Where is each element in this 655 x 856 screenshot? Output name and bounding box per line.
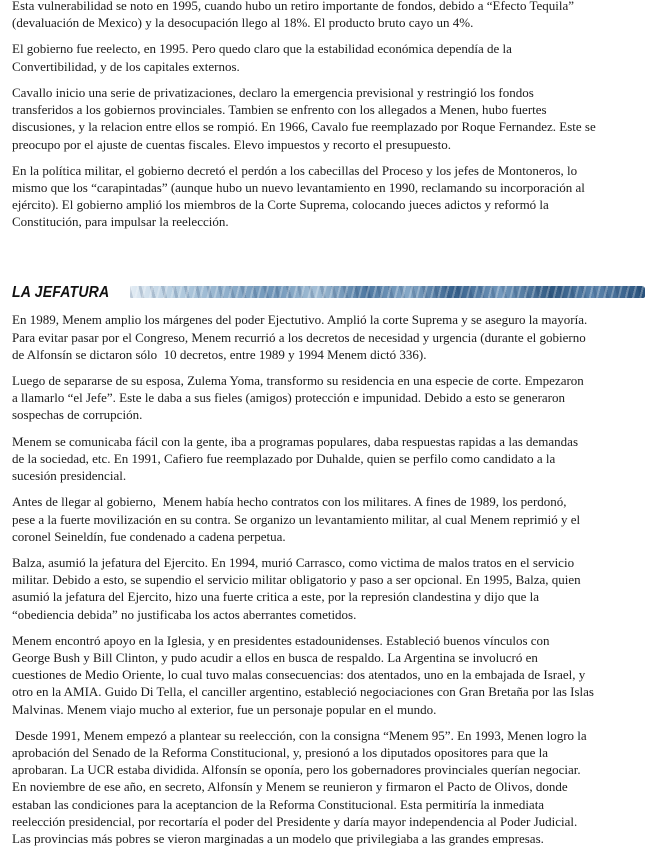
jefatura-section — [12, 311, 648, 856]
paragraph-line: transferidos a los gobiernos provinciales. Tambien se enfrento con los allegados a Menen, hubo fuertes — [12, 102, 547, 118]
paragraph-line: En noviembre de ese año, en secreto, Alfonsín y Menem se reunieron y firmaron el Pacto de Olivos, donde — [12, 779, 568, 795]
paragraph-line: asumió la jefatura del Ejercito, hizo una fuerte critica a este, por la represión clandestina y dijo que la — [12, 589, 540, 605]
paragraph-line: Constitución, para impulsar la reelección. — [12, 214, 229, 230]
paragraph-line: preocupo por el ajuste de cuentas fiscales. Elevo impuestos y recorto el presupuesto. — [12, 136, 451, 152]
paragraph-line: Desde 1991, Menem empezó a plantear su reelección, con la consigna “Menem 95”. En 1993, Menen logro la — [12, 727, 587, 743]
paragraph-line: cuestiones de Medio Oriente, lo cual tuvo malas consecuencias: dos atentados, uno en la embajada de Israel, y — [12, 667, 586, 683]
paragraph-line: Para evitar pasar por el Congreso, Menem recurrió a los decretos de necesidad y urgencia (durante el gobierno — [12, 329, 586, 345]
paragraph-line: aprobaran. La UCR estaba dividida. Alfonsín se oponía, pero los gobernadores provinciales querían negociar. — [12, 762, 581, 778]
paragraph-line: El gobierno fue reelecto, en 1995. Pero quedo claro que la estabilidad económica dependía de la — [12, 41, 512, 57]
paragraph — [12, 433, 648, 485]
decorative-banner — [130, 286, 645, 298]
paragraph-line: coronel Seineldín, fue condenado a cadena perpetua. — [12, 528, 286, 544]
paragraph-line: estaban las condiciones para la aceptancion de la Reforma Constitucional. Esta permitiría la inmediata — [12, 796, 545, 812]
paragraph-line: En la política militar, el gobierno decretó el perdón a los cabecillas del Proceso y los jefes de Montoneros, lo — [12, 162, 578, 178]
paragraph-line: Balza, asumió la jefatura del Ejercito. En 1994, murió Carrasco, como victima de malos tratos en el servicio — [12, 555, 575, 571]
paragraph-line: mismo que los “carapintadas” (aunque hubo un nuevo levantamiento en 1990, reclamando su incorporación al — [12, 179, 585, 195]
paragraph-line: Menem encontró apoyo en la Iglesia, y en presidentes estadounidenses. Estableció buenos vínculos con — [12, 632, 550, 648]
paragraph — [12, 162, 648, 231]
paragraph — [12, 84, 648, 153]
paragraph — [12, 372, 648, 424]
paragraph-line: pese a la fuerte movilización en su contra. Se organizo un levantamiento militar, al cual Menem reprimió y el — [12, 511, 581, 527]
paragraph-line: sucesión presidencial. — [12, 468, 127, 484]
paragraph-line: George Bush y Bill Clinton, y pudo acudir a ellos en busca de respaldo. La Argentina se involucró en — [12, 650, 538, 666]
paragraph-line: (devaluación de Mexico) y la desocupación llego al 18%. El producto bruto cayo un 4%. — [12, 15, 474, 31]
paragraph-line: discusiones, y la relacion entre ellos se rompió. En 1966, Cavalo fue reemplazado por Roque Fernandez. Este se — [12, 119, 596, 135]
paragraph-line: militar. Debido a esto, se supendio el servicio militar obligatorio y paso a ser opcional. En 1995, Balza, quien — [12, 572, 581, 588]
paragraph-line: ejército). El gobierno amplió los miembros de la Corte Suprema, colocando jueces adictos y reformó la — [12, 197, 549, 213]
paragraph — [12, 727, 648, 847]
paragraph-line: aprobación del Senado de la Reforma Constitucional, y, presionó a los diputados opositores para que la — [12, 745, 548, 761]
paragraph-line: Luego de separarse de su esposa, Zulema Yoma, transformo su residencia en una especie de corte. Empezaron — [12, 373, 584, 389]
paragraph — [12, 311, 648, 363]
paragraph-line: de Alfonsín se dictaron sólo 10 decretos, entre 1989 y 1994 Menem dictó 336). — [12, 346, 427, 362]
paragraph-line: Menem se comunicaba fácil con la gente, iba a programas populares, daba respuestas rapidas a las demandas — [12, 433, 579, 449]
paragraph-line: Antes de llegar al gobierno, Menem había hecho contratos con los militares. A fines de 1989, los perdonó, — [12, 494, 567, 510]
paragraph — [12, 493, 648, 545]
paragraph — [12, 554, 648, 623]
paragraph-line: Malvinas. Menem viajo mucho al exterior, fue un personaje popular en el mundo. — [12, 701, 437, 717]
paragraph-line: sospechas de corrupción. — [12, 407, 143, 423]
section-title: LA JEFATURA — [12, 284, 110, 301]
paragraph-line: “obediencia debida” no justificaba los actos aberrantes cometidos. — [12, 606, 357, 622]
paragraph-line: Convertibilidad, y de los capitales externos. — [12, 58, 240, 74]
intro-section — [12, 0, 648, 240]
paragraph-line: Esta vulnerabilidad se noto en 1995, cuando hubo un retiro importante de fondos, debido a “Efecto Tequila” — [12, 0, 575, 13]
section-heading — [12, 284, 648, 302]
paragraph-line: a llamarlo “el Jefe”. Este le daba a sus fieles (amigos) protección e impunidad. Debido a esto se generaron — [12, 390, 566, 406]
paragraph-line: de la sociedad, etc. En 1991, Cafiero fue reemplazado por Duhalde, quien se perfilo como candidato a la — [12, 450, 556, 466]
paragraph-line: reelección presidencial, por recortaría el poder del Presidente y daría mayor independencia al Poder Judicial. — [12, 813, 578, 829]
paragraph — [12, 40, 648, 74]
paragraph-line: Las provincias más pobres se vieron marginadas a un modelo que privilegiaba a las grandes empresas. — [12, 831, 544, 847]
paragraph-line: otro en la AMIA. Guido Di Tella, el canciller argentino, estableció negociaciones con Gran Bretaña por las Islas — [12, 684, 594, 700]
paragraph — [12, 0, 648, 31]
paragraph-line: Cavallo inicio una serie de privatizaciones, declaro la emergencia previsional y restringió los fondos — [12, 84, 534, 100]
paragraph-line: En 1989, Menem amplio los márgenes del poder Ejectutivo. Amplió la corte Suprema y se aseguro la mayoría. — [12, 312, 588, 328]
paragraph — [12, 632, 648, 718]
